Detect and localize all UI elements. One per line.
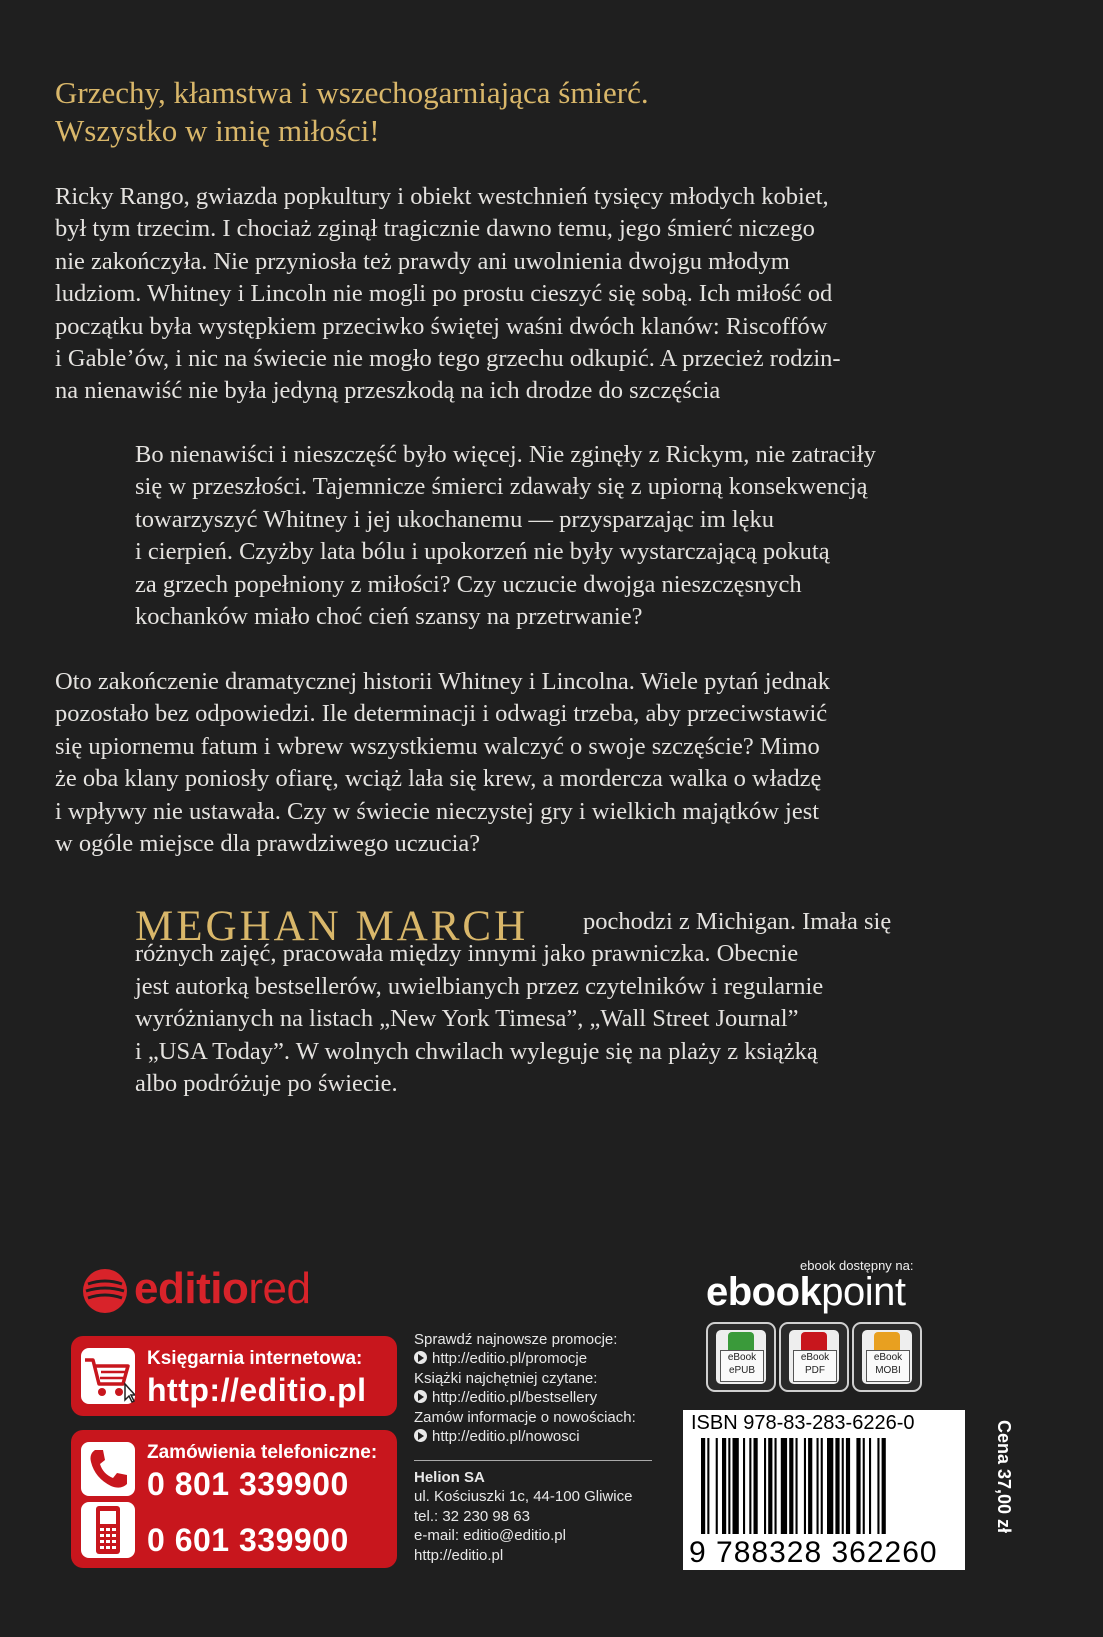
publisher-phone: tel.: 32 230 98 63: [414, 1507, 530, 1525]
arrow-right-icon: [414, 1429, 427, 1442]
ebookpoint-logo-part-1: ebook: [706, 1270, 822, 1314]
bestsellers-label: Książki najchętniej czytane:: [414, 1369, 598, 1387]
cart-icon: [81, 1348, 135, 1404]
ebookpoint-logo[interactable]: [706, 1270, 906, 1315]
price-text: Cena 37,00 zł: [994, 1420, 1014, 1534]
text-line: był tym trzecim. I chociaż zginął tragicznie dawno temu, jego śmierć niczego: [55, 215, 815, 243]
epub-format-icon[interactable]: [706, 1322, 776, 1392]
price: [990, 1420, 1014, 1568]
ebook-available-label: ebook dostępny na:: [800, 1258, 914, 1273]
text-line: wyróżnianych na listach „New York Timesa”, „Wall Street Journal”: [135, 1005, 799, 1033]
logo-text-part-2: red: [248, 1264, 311, 1313]
phone-number-2[interactable]: 0 601 339900: [147, 1522, 349, 1558]
text-line: kochanków miało choć cień szansy na przetrwanie?: [135, 603, 643, 631]
promo-label: Sprawdź najnowsze promocje:: [414, 1331, 618, 1348]
text-line: się upiornemu fatum i wbrew wszystkiemu walczyć o swoje szczęście? Mimo: [55, 732, 820, 760]
text-line: Oto zakończenie dramatycznej historii Whitney i Lincolna. Wiele pytań jednak: [55, 668, 831, 695]
text-line: albo podróżuje po świecie.: [135, 1070, 398, 1098]
text-line: i wpływy nie ustawała. Czy w świecie nieczystej gry i wielkich majątków jest: [55, 797, 820, 825]
headline: [55, 74, 1055, 150]
publisher-email[interactable]: e-mail: editio@editio.pl: [414, 1527, 566, 1545]
publisher-contact: [414, 1468, 632, 1565]
format-badge-line-2: PDF: [805, 1365, 825, 1376]
format-badge-line-2: ePUB: [728, 1365, 756, 1376]
text-line: się w przeszłości. Tajemnicze śmierci zdawały się z upiorną konsekwencją: [135, 473, 868, 501]
headline-line-2: Wszystko w imię miłości!: [55, 113, 380, 148]
text-line: nie zakończyła. Nie przyniosła też prawdy ani uwolnienia dwojgu młodym: [55, 247, 790, 275]
arrow-right-icon: [414, 1351, 427, 1364]
phone-orders-label: Zamówienia telefoniczne:: [147, 1442, 378, 1463]
phone-orders-box: [71, 1430, 397, 1568]
text-line: Ricky Rango, gwiazda popkultury i obiekt westchnień tysięcy młodych kobiet,: [55, 183, 829, 210]
blurb-paragraph-2: [135, 439, 1055, 633]
pdf-format-icon[interactable]: [779, 1322, 849, 1392]
phone-handset-icon: [81, 1442, 135, 1496]
online-shop-box[interactable]: [71, 1336, 397, 1416]
text-line: początku była występkiem przeciwko świętej waśni dwóch klanów: Riscoffów: [55, 312, 828, 340]
barcode-bars: [701, 1438, 951, 1538]
phone-number-1[interactable]: 0 801 339900: [147, 1466, 349, 1502]
mobi-format-icon[interactable]: [852, 1322, 922, 1392]
news-label: Zamów informacje o nowościach:: [414, 1408, 636, 1426]
logo-text-part-1: editio: [134, 1264, 249, 1313]
text-line: pozostało bez odpowiedzi. Ile determinacji i odwagi trzeba, aby przeciwstawić: [55, 700, 828, 728]
isbn-label: ISBN 978-83-283-6226-0: [691, 1412, 915, 1434]
format-badge-line-1: eBook: [873, 1352, 903, 1363]
blurb-paragraph-1: [55, 181, 1055, 408]
promo-url: http://editio.pl/promocje: [432, 1350, 588, 1368]
promo-link[interactable]: [414, 1349, 654, 1368]
divider: [414, 1460, 652, 1461]
bestsellers-url: http://editio.pl/bestsellery: [432, 1389, 598, 1407]
format-badge-line-1: eBook: [727, 1352, 757, 1363]
ebookpoint-logo-part-2: point: [821, 1270, 906, 1314]
publisher-web[interactable]: http://editio.pl: [414, 1546, 504, 1564]
text-line: towarzyszyć Whitney i jej ukochanemu — przysparzając im lęku: [135, 505, 775, 533]
text-line: ludziom. Whitney i Lincoln nie mogli po prostu cieszyć się sobą. Ich miłość od: [55, 280, 833, 308]
text-line: w ogóle miejsce dla prawdziwego uczucia?: [55, 830, 481, 858]
isbn-barcode: [683, 1410, 965, 1570]
text-line: różnych zajęć, pracowała między innymi jako prawniczka. Obecnie: [135, 940, 799, 968]
publisher-logo-text: [134, 1264, 310, 1314]
text-line: jest autorką bestsellerów, uwielbianych przez czytelników i regularnie: [135, 972, 824, 1000]
text-line: że oba klany poniosły ofiarę, wciąż lała się krew, a mordercza walka o władzę: [55, 765, 822, 793]
publisher-name: Helion SA: [414, 1469, 485, 1486]
text-line: i „USA Today”. W wolnych chwilach wyleguje się na plaży z książką: [135, 1037, 818, 1065]
headline-line-1: Grzechy, kłamstwa i wszechogarniająca śmierć.: [55, 75, 649, 110]
editio-logo-icon: [82, 1268, 128, 1314]
text-line: pochodzi z Michigan. Imała się: [583, 908, 892, 935]
format-badge-line-2: MOBI: [875, 1365, 901, 1376]
text-line: i cierpień. Czyżby lata bólu i upokorzeń nie były wystarczającą pokutą: [135, 538, 830, 566]
text-line: i Gable’ów, i nic na świecie nie mogło tego grzechu odkupić. A przecież rodzin-: [55, 345, 841, 373]
blurb-paragraph-3: [55, 666, 1055, 860]
text-line: Bo nienawiści i nieszczęść było więcej. Nie zginęły z Rickym, nie zatraciły: [135, 441, 876, 468]
mobile-phone-icon: [81, 1502, 135, 1558]
barcode-digits-text: 9 788328 362260: [689, 1536, 938, 1569]
author-bio: [135, 906, 1055, 1100]
shop-label: Księgarnia internetowa:: [147, 1348, 363, 1369]
news-link[interactable]: [414, 1427, 654, 1446]
arrow-right-icon: [414, 1390, 427, 1403]
publisher-address: ul. Kościuszki 1c, 44-100 Gliwice: [414, 1488, 633, 1506]
bestsellers-link[interactable]: [414, 1388, 654, 1407]
text-line: na nienawiść nie była jedyną przeszkodą na ich drodze do szczęścia: [55, 377, 721, 405]
format-badge-line-1: eBook: [800, 1352, 830, 1363]
text-line: za grzech popełniony z miłości? Czy uczucie dwojga nieszczęsnych: [135, 570, 802, 598]
shop-url[interactable]: http://editio.pl: [147, 1372, 367, 1408]
author-name: MEGHAN MARCH: [135, 903, 529, 950]
promo-links: [414, 1330, 654, 1446]
news-url: http://editio.pl/nowosci: [432, 1428, 580, 1446]
